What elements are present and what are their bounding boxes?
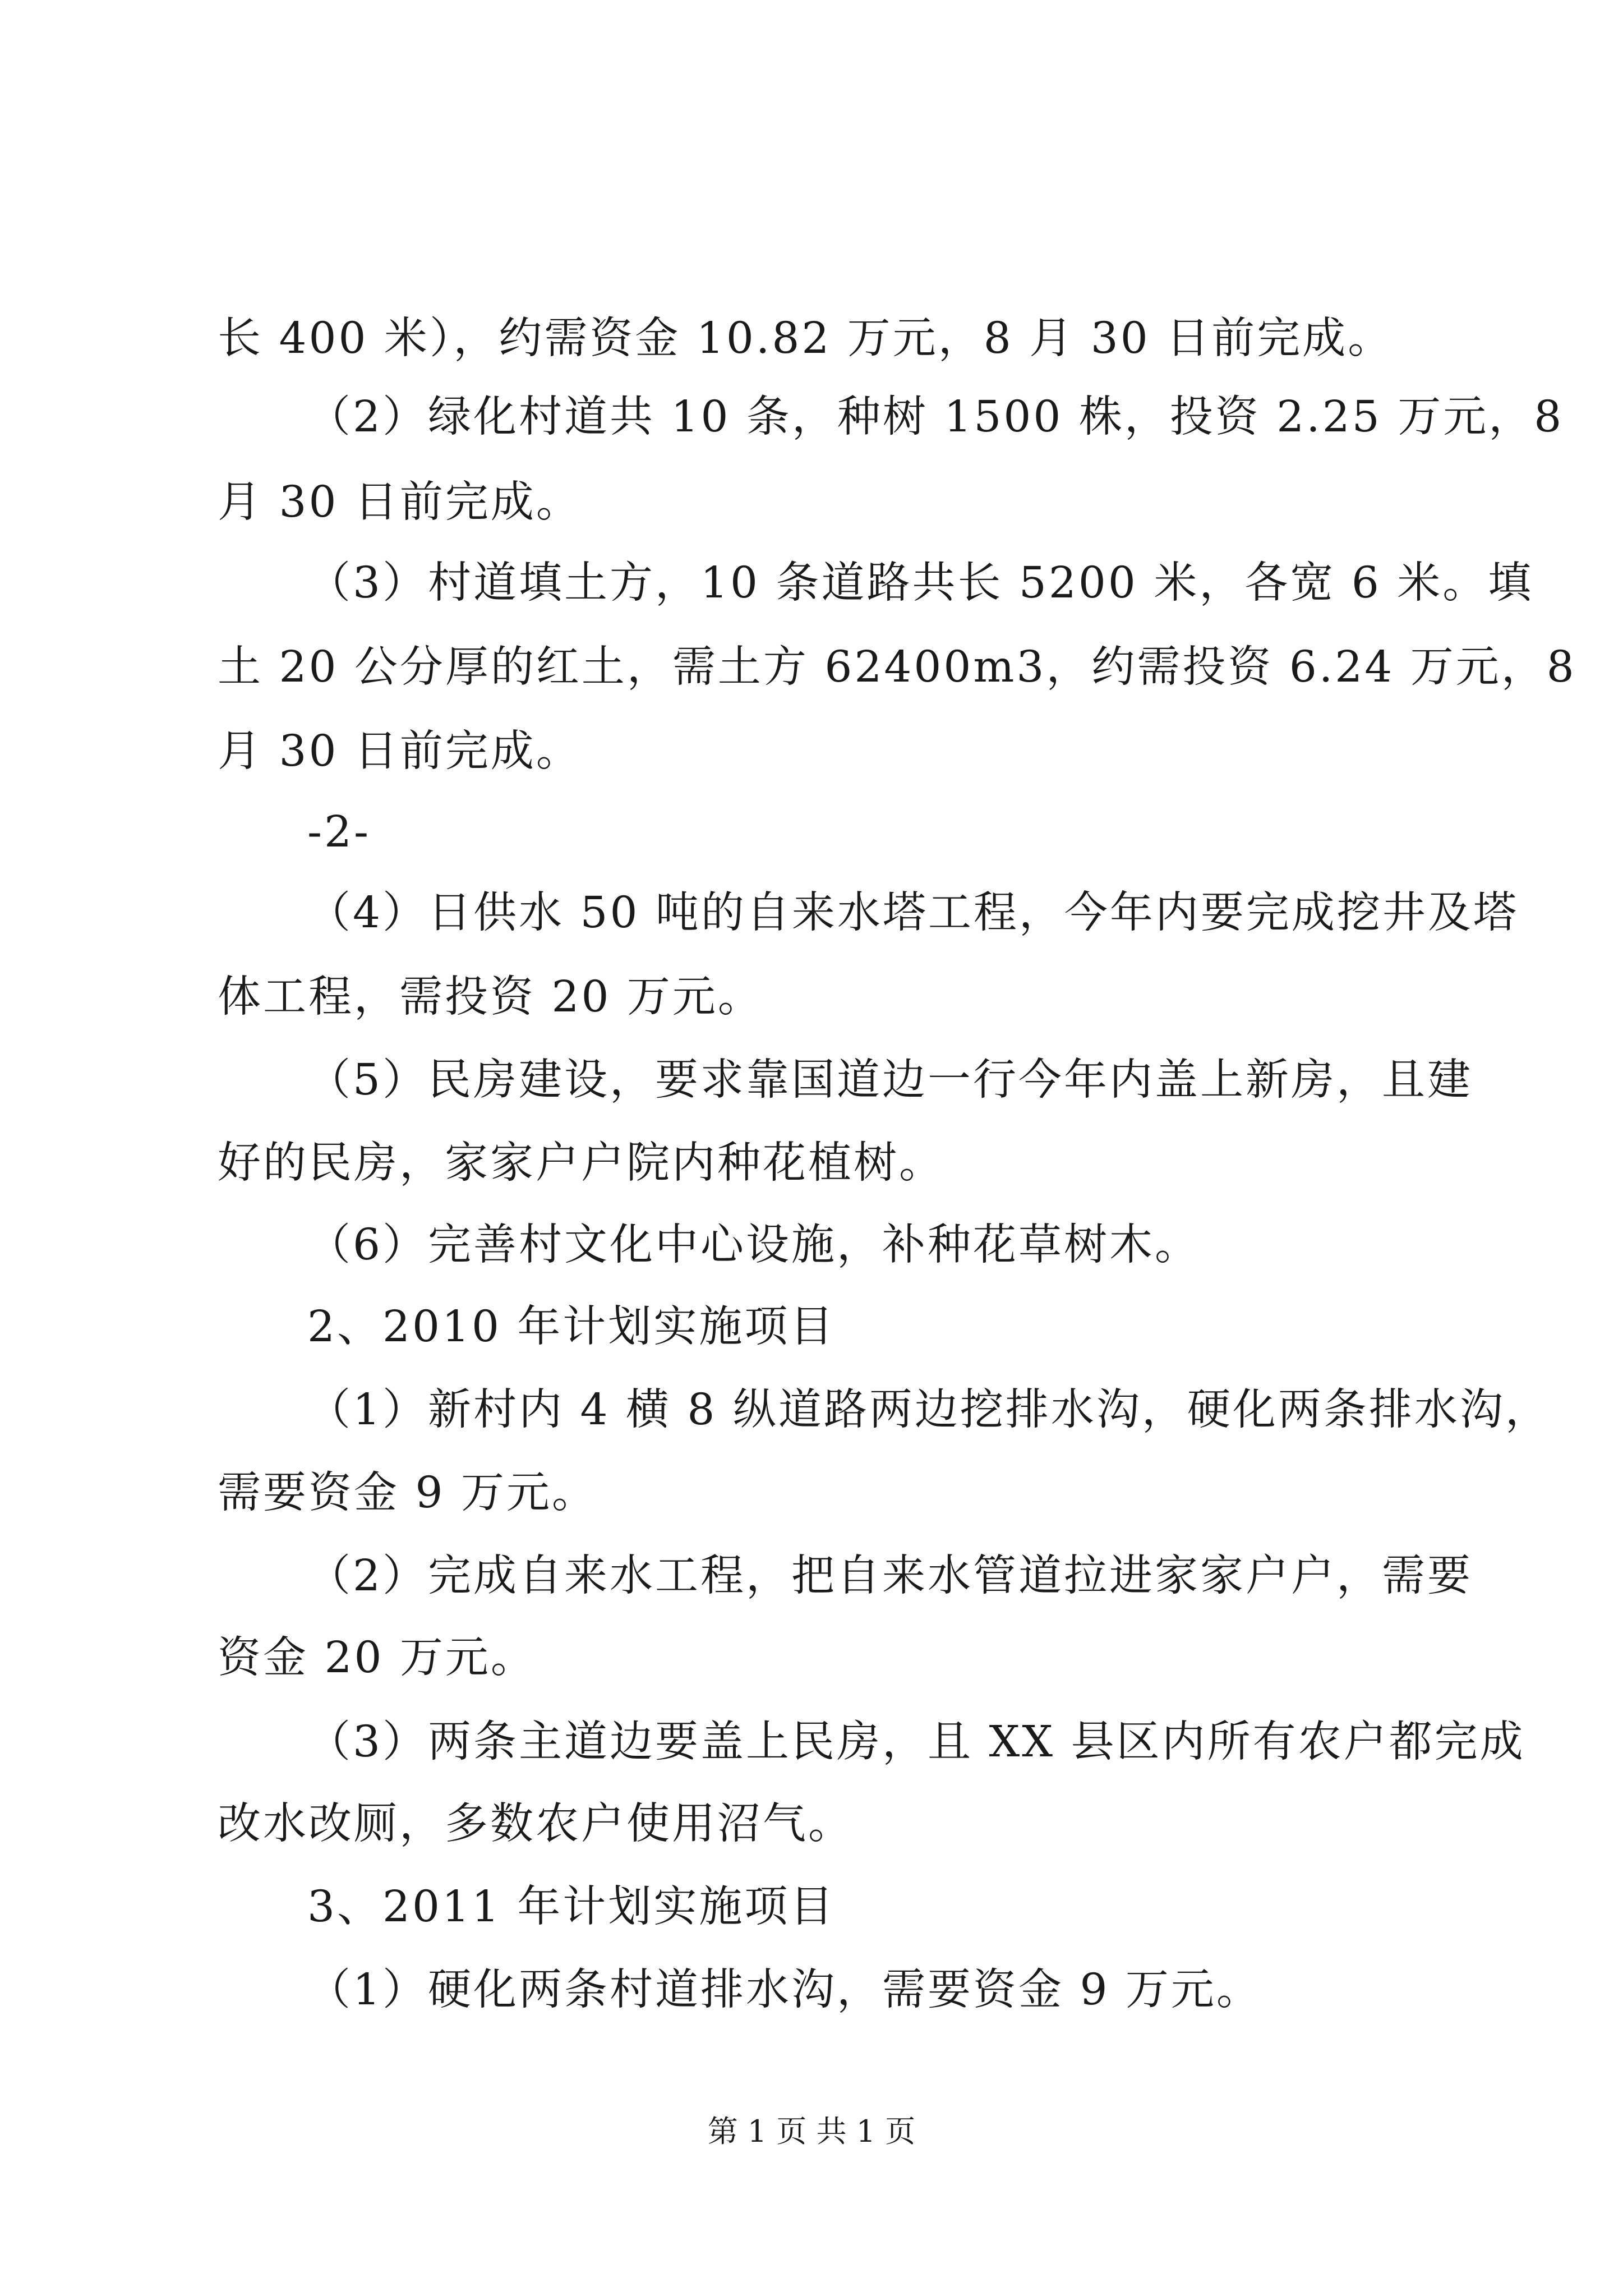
- text-line: （3）两条主道边要盖上民房，且 XX 县区内所有农户都完成: [307, 1717, 1525, 1767]
- page-footer: 第 1 页 共 1 页: [707, 2114, 916, 2149]
- text-line: 改水改厕，多数农户使用沼气。: [218, 1799, 854, 1849]
- text-line: （2）完成自来水工程，把自来水管道拉进家家户户，需要: [307, 1551, 1473, 1601]
- text-line: （1）硬化两条村道排水沟，需要资金 9 万元。: [307, 1965, 1262, 2015]
- section-heading: 2、2010 年计划实施项目: [307, 1302, 836, 1352]
- text-line: 需要资金 9 万元。: [218, 1468, 597, 1518]
- text-line: 长 400 米），约需资金 10.82 万元，8 月 30 日前完成。: [218, 314, 1394, 364]
- text-line: （4）日供水 50 吨的自来水塔工程，今年内要完成挖井及塔: [307, 888, 1519, 938]
- section-heading: 3、2011 年计划实施项目: [307, 1882, 836, 1932]
- text-line: （1）新村内 4 横 8 纵道路两边挖排水沟，硬化两条排水沟，: [307, 1385, 1551, 1435]
- text-line: （2）绿化村道共 10 条，种树 1500 株，投资 2.25 万元，8: [307, 392, 1564, 442]
- text-line: 土 20 公分厚的红土，需土方 62400m3，约需投资 6.24 万元，8: [218, 642, 1576, 692]
- text-line: 资金 20 万元。: [218, 1633, 536, 1683]
- text-line: 月 30 日前完成。: [218, 726, 582, 776]
- text-line: （5）民房建设，要求靠国道边一行今年内盖上新房，且建: [307, 1055, 1473, 1105]
- page-marker: -2-: [307, 807, 371, 857]
- text-line: 月 30 日前完成。: [218, 477, 582, 527]
- text-line: 好的民房，家家户户院内种花植树。: [218, 1138, 944, 1188]
- text-line: （3）村道填土方，10 条道路共长 5200 米，各宽 6 米。填: [307, 558, 1534, 608]
- text-line: （6）完善村文化中心设施，补种花草树木。: [307, 1220, 1200, 1270]
- text-line: 体工程，需投资 20 万元。: [218, 972, 763, 1022]
